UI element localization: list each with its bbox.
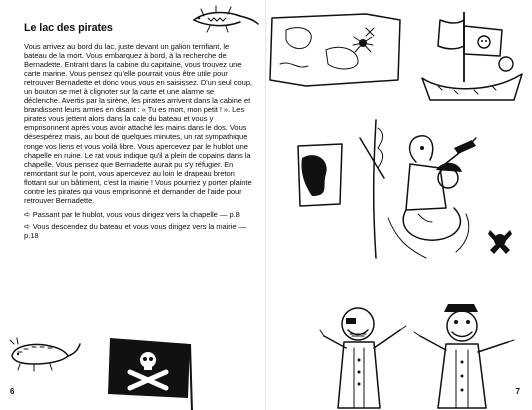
lizard-drawing xyxy=(190,4,260,34)
spider-drawing xyxy=(352,32,374,54)
choice-text: Passant par le hublot, vous vous dirigez vers la chapelle — p.8 xyxy=(32,209,240,219)
pirates-fighting-drawing xyxy=(336,118,496,268)
story-text xyxy=(24,42,252,240)
story-paragraph: Vous arrivez au bord du lac, juste devant un galion terrifiant, le bateau de la mort. Vous embarquez à bord, à la recherche de Bernadette. Entrant dans la cabine du capitaine, vous trouvez une carte marine. Vous pensez qu'elle pourrait vous être utile pour retrouver Bernadette et donc vous vous en saisissez. D'un seul coup, un bouton se met à clignoter sur la carte et une alarme se déclenche. Avertis par la sirène, les pirates arrivent dans la cabine et brandissent leurs armes en disant : « Tu es mort, mon petit ! ». Les pirates vous jettent alors dans la cale du bateau et vous y emprisonnent après vous avoir attaché les mains dans le dos. Vous désespérez mais, au bout de quelques minutes, un rat sympathique ronge vos liens et vous voilà libre. Vous apercevez par le hublot une chapelle en ruine. Le rat vous indique qu'il a plein de copains dans la chapelle. Vous pensez que Bernadette aurait pu s'y réfugier. En remontant sur le pont, vous apercevez au loin le drapeau breton flottant sur un bâtiment, c'est la mairie ! Vous pourriez y porter plainte contre les pirates qui vous emprisonné et demander de l'aide pour retrouver Bernadette. xyxy=(24,42,252,205)
pirate-characters-drawing xyxy=(316,300,516,410)
rat-drawing xyxy=(4,334,84,374)
skull-emblem-drawing xyxy=(486,226,514,256)
page-number: 6 xyxy=(10,387,15,396)
map-fragment-drawing xyxy=(294,140,346,210)
right-page xyxy=(266,0,532,410)
page-title: Le lac des pirates xyxy=(24,22,113,34)
choice-mairie[interactable] xyxy=(24,222,252,240)
page-number: 7 xyxy=(515,387,520,396)
treasure-map-drawing xyxy=(266,10,406,90)
arrow-icon: ➪ xyxy=(24,221,31,231)
choice-chapelle[interactable] xyxy=(24,210,252,219)
choice-text: Vous descendez du bateau et vous vous dirigez vers la mairie — p.18 xyxy=(24,221,247,240)
arrow-icon: ➪ xyxy=(24,209,31,219)
pirate-ship-drawing xyxy=(418,6,528,106)
pirate-flag-drawing xyxy=(104,334,199,410)
